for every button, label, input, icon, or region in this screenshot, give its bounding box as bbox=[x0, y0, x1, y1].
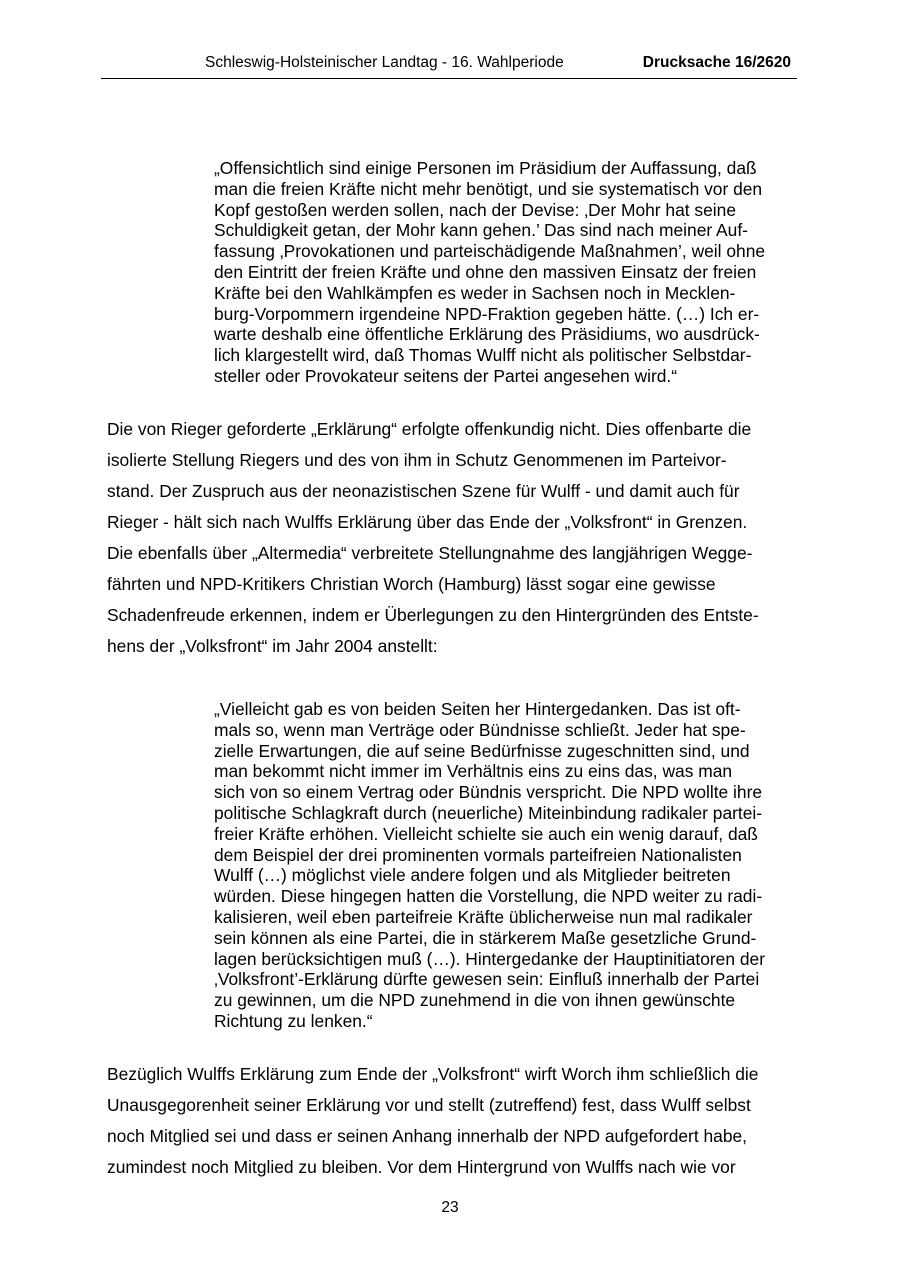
page-header bbox=[101, 52, 797, 79]
quote-line: man bekommt nicht immer im Verhältnis eins zu eins das, was man bbox=[214, 761, 733, 782]
quote-line: fassung ‚Provokationen und parteischädigende Maßnahmen’, weil ohne bbox=[214, 241, 766, 262]
quote-line: warte deshalb eine öffentliche Erklärung des Präsidiums, wo ausdrück- bbox=[214, 324, 760, 345]
quote-line: den Eintritt der freien Kräfte und ohne den massiven Einsatz der freien bbox=[214, 261, 757, 282]
quote-line: sich von so einem Vertrag oder Bündnis verspricht. Die NPD wollte ihre bbox=[214, 782, 763, 803]
quote-line: würden. Diese hingegen hatten die Vorstellung, die NPD weiter zu radi- bbox=[214, 886, 763, 907]
quote-line: ‚Volksfront’-Erklärung dürfte gewesen sein: Einfluß innerhalb der Partei bbox=[214, 969, 760, 990]
body-paragraph-2 bbox=[107, 1059, 797, 1183]
paragraph-line: stand. Der Zuspruch aus der neonazistischen Szene für Wulff - und damit auch für bbox=[107, 481, 740, 501]
quote-line: dem Beispiel der drei prominenten vormals parteifreien Nationalisten bbox=[214, 844, 742, 865]
quote-line: freier Kräfte erhöhen. Vielleicht schielte sie auch ein wenig darauf, daß bbox=[214, 823, 758, 844]
block-quote-worch bbox=[214, 699, 794, 1032]
quote-line: lagen berücksichtigen muß (…). Hintergedanke der Hauptinitiatoren der bbox=[214, 948, 765, 969]
quote-line: politische Schlagkraft durch (neuerliche) Miteinbindung radikaler partei- bbox=[214, 802, 763, 823]
quote-line: burg-Vorpommern irgendeine NPD-Fraktion gegeben hätte. (…) Ich er- bbox=[214, 303, 760, 324]
block-quote-rieger bbox=[214, 158, 794, 387]
quote-line: mals so, wenn man Verträge oder Bündnisse schließt. Jeder hat spe- bbox=[214, 719, 746, 740]
quote-line: Kräfte bei den Wahlkämpfen es weder in Sachsen noch in Mecklen- bbox=[214, 282, 736, 303]
paragraph-line: Rieger - hält sich nach Wulffs Erklärung über das Ende der „Volksfront“ in Grenzen. bbox=[107, 512, 748, 532]
quote-line: Schuldigkeit getan, der Mohr kann gehen.’ Das sind nach meiner Auf- bbox=[214, 220, 748, 241]
paragraph-line: zumindest noch Mitglied zu bleiben. Vor dem Hintergrund von Wulffs nach wie vor bbox=[107, 1157, 736, 1177]
body-paragraph-1 bbox=[107, 414, 797, 662]
quote-line: „Vielleicht gab es von beiden Seiten her Hintergedanken. Das ist oft- bbox=[214, 699, 741, 719]
paragraph-line: Schadenfreude erkennen, indem er Überlegungen zu den Hintergründen des Entste- bbox=[107, 605, 759, 625]
quote-line: sein können als eine Partei, die in stärkerem Maße gesetzliche Grund- bbox=[214, 927, 757, 948]
paragraph-line: Die von Rieger geforderte „Erklärung“ erfolgte offenkundig nicht. Dies offenbarte die bbox=[107, 419, 752, 439]
quote-line: „Offensichtlich sind einige Personen im Präsidium der Auffassung, daß bbox=[214, 158, 757, 178]
paragraph-line: Unausgegorenheit seiner Erklärung vor und stellt (zutreffend) fest, dass Wulff selbst bbox=[107, 1095, 751, 1115]
paragraph-line: Die ebenfalls über „Altermedia“ verbreitete Stellungnahme des langjährigen Wegge- bbox=[107, 543, 753, 563]
quote-line: steller oder Provokateur seitens der Partei angesehen wird.“ bbox=[214, 365, 678, 386]
paragraph-line: hens der „Volksfront“ im Jahr 2004 anstellt: bbox=[107, 636, 438, 656]
paragraph-line: isolierte Stellung Riegers und des von ihm in Schutz Genommenen im Parteivor- bbox=[107, 450, 727, 470]
quote-line: man die freien Kräfte nicht mehr benötigt, und sie systematisch vor den bbox=[214, 178, 763, 199]
paragraph-line: Bezüglich Wulffs Erklärung zum Ende der „Volksfront“ wirft Worch ihm schließlich die bbox=[107, 1064, 759, 1084]
quote-line: kalisieren, weil eben parteifreie Kräfte üblicherweise nun mal radikaler bbox=[214, 906, 753, 927]
quote-line: Wulff (…) möglichst viele andere folgen und als Mitglieder beitreten bbox=[214, 865, 731, 886]
paragraph-line: fährten und NPD-Kritikers Christian Worch (Hamburg) lässt sogar eine gewisse bbox=[107, 574, 716, 594]
quote-line: zielle Erwartungen, die auf seine Bedürfnisse zugeschnitten sind, und bbox=[214, 740, 750, 761]
paragraph-line: noch Mitglied sei und dass er seinen Anhang innerhalb der NPD aufgefordert habe, bbox=[107, 1126, 748, 1146]
header-title: Schleswig-Holsteinischer Landtag - 16. Wahlperiode bbox=[205, 54, 564, 71]
page-number: 23 bbox=[441, 1199, 459, 1216]
quote-line: lich klargestellt wird, daß Thomas Wulff nicht als politischer Selbstdar- bbox=[214, 345, 752, 366]
quote-line: Kopf gestoßen werden sollen, nach der Devise: ‚Der Mohr hat seine bbox=[214, 199, 736, 220]
document-number: Drucksache 16/2620 bbox=[642, 54, 791, 71]
quote-line: Richtung zu lenken.“ bbox=[214, 1010, 373, 1031]
quote-line: zu gewinnen, um die NPD zunehmend in die von ihnen gewünschte bbox=[214, 990, 736, 1011]
